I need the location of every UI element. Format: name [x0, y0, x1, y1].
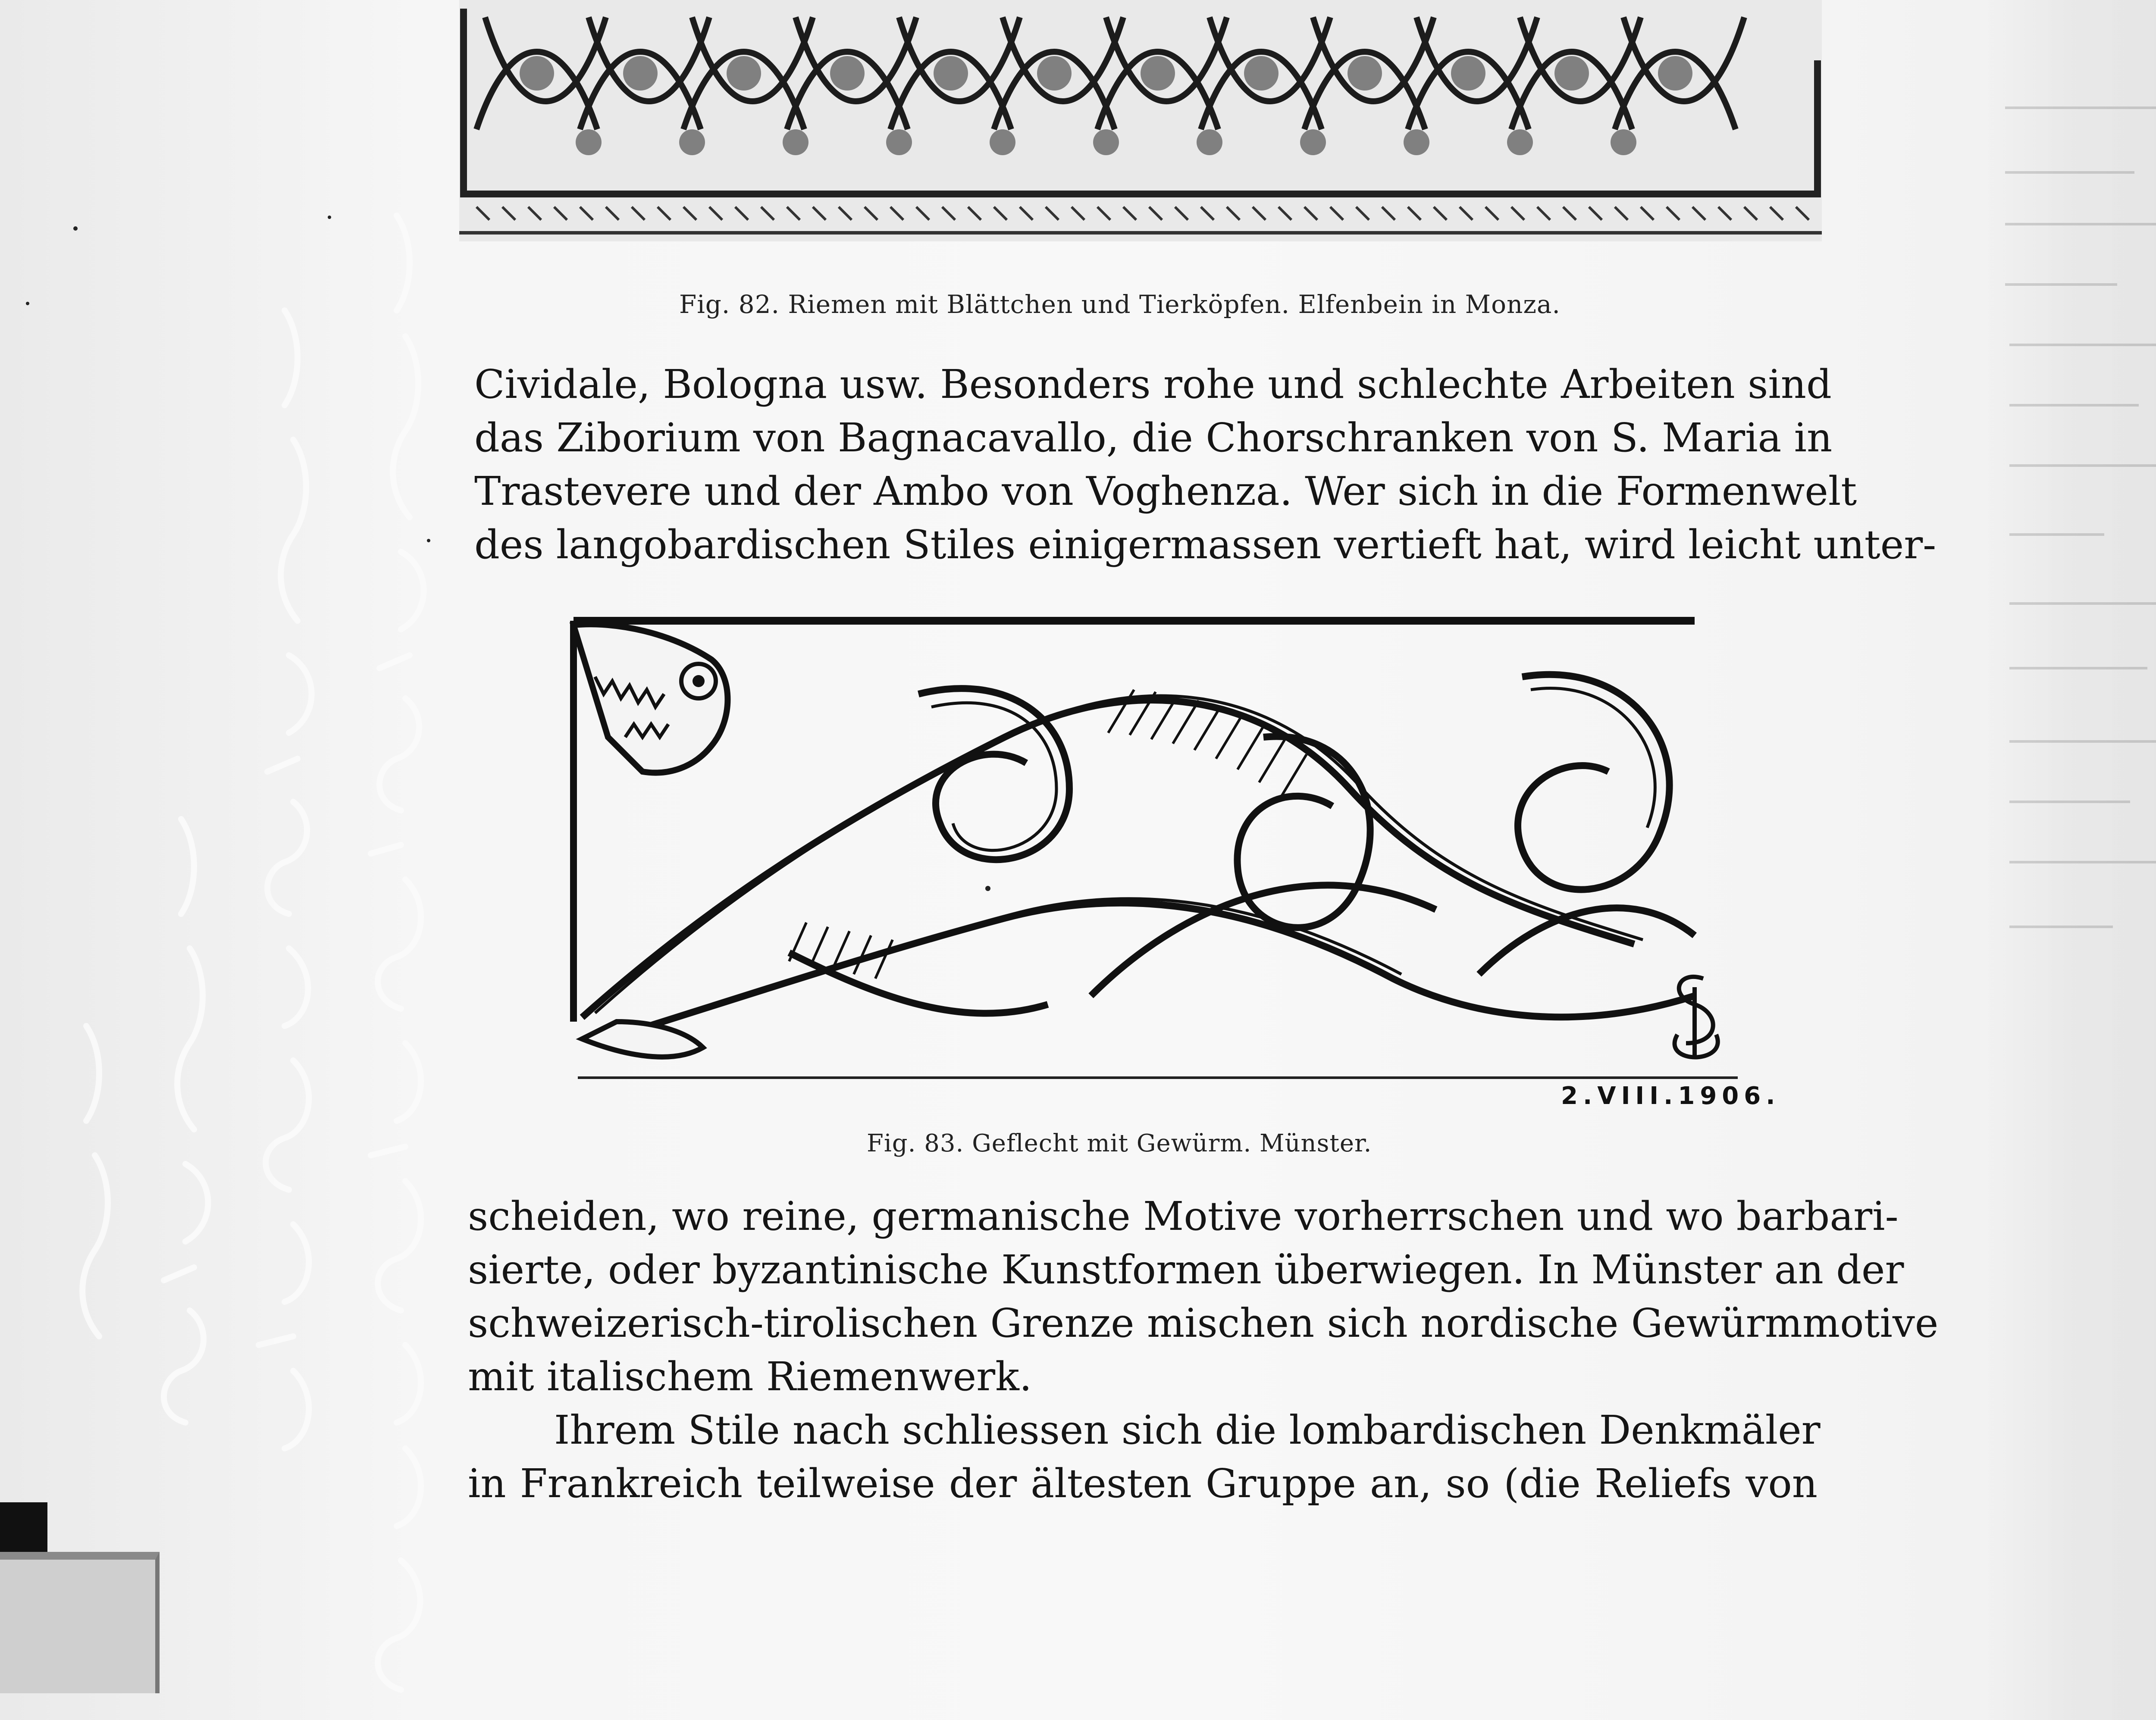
figure-83-signature-date: 2.VIII.1906. — [1561, 1082, 1780, 1110]
body-text-lower — [468, 1190, 1939, 1510]
dust-speck — [26, 302, 29, 305]
text-line: Cividale, Bologna usw. Besonders rohe und schlechte Arbeiten sind — [474, 361, 1832, 407]
text-line: Trastevere und der Ambo von Voghenza. Wer sich in die Formenwelt — [474, 468, 1857, 514]
text-line: schweizerisch-tirolischen Grenze mischen sich nordische Gewürmmotive — [468, 1300, 1939, 1346]
dust-speck — [427, 539, 430, 542]
dust-speck — [328, 216, 331, 219]
handwritten-annotation — [43, 181, 474, 1716]
grey-edge-tab — [0, 1552, 160, 1693]
figure-82-caption: Fig. 82. Riemen mit Blättchen und Tierköpfen. Elfenbein in Monza. — [679, 290, 1561, 319]
body-text-upper — [474, 358, 1937, 572]
dark-edge-marker — [0, 1502, 47, 1552]
figure-83-serpent-interlace-drawing — [530, 608, 1755, 1086]
text-line: in Frankreich teilweise der ältesten Gruppe an, so (die Reliefs von — [468, 1460, 1818, 1507]
text-line: sierte, oder byzantinische Kunstformen überwiegen. In Münster an der — [468, 1247, 1904, 1293]
bleed-through-marks — [1992, 43, 2156, 1078]
text-line: das Ziborium von Bagnacavallo, die Chorschranken von S. Maria in — [474, 415, 1833, 461]
text-line: mit italischem Riemenwerk. — [468, 1354, 1032, 1400]
figure-83-caption: Fig. 83. Geflecht mit Gewürm. Münster. — [867, 1129, 1372, 1157]
text-line: Ihrem Stile nach schliessen sich die lombardischen Denkmäler — [554, 1407, 1821, 1453]
figure-82-interlace-image — [459, 0, 1822, 241]
dust-speck — [73, 226, 78, 231]
dust-speck — [985, 886, 990, 891]
text-line: des langobardischen Stiles einigermassen vertieft hat, wird leicht unter- — [474, 522, 1937, 568]
text-line: scheiden, wo reine, germanische Motive vorherrschen und wo barbari- — [468, 1193, 1899, 1239]
